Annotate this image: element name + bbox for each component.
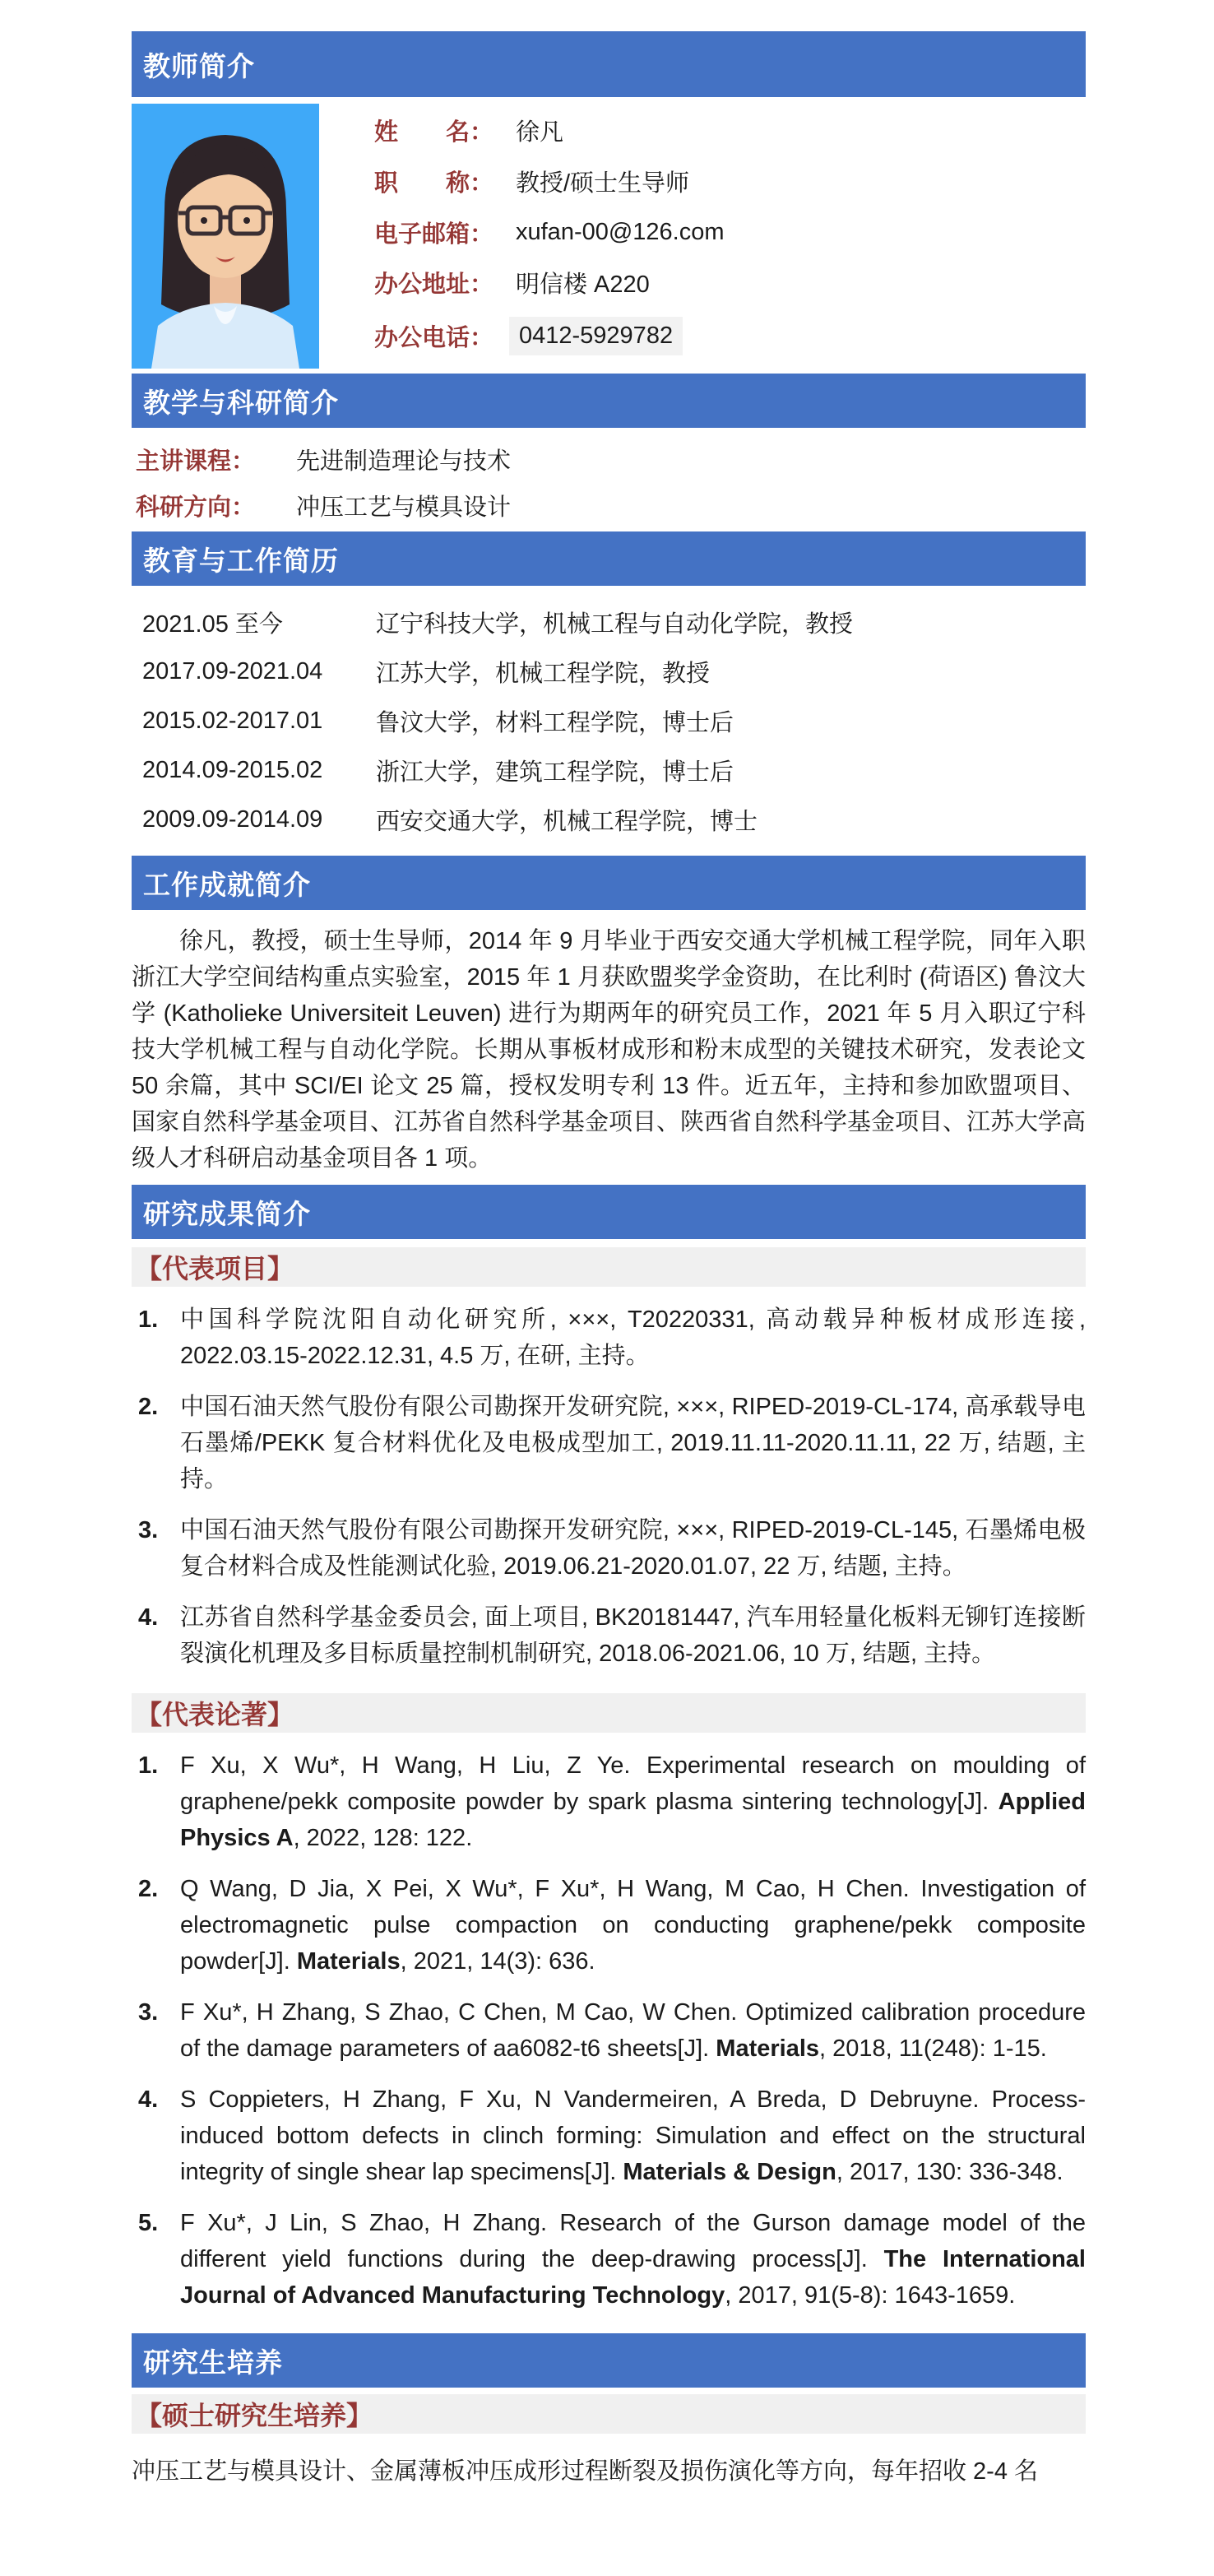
education-row [142,647,1086,696]
publication-text [180,1748,1086,1856]
journal-name: Applied Physics A [180,1789,1086,1851]
education-detail: 辽宁科技大学，机械工程与自动化学院，教授 [376,610,854,638]
section-banner-research-results [132,1185,1086,1239]
project-number: 4. [138,1604,159,1631]
field-title-label: 职 称： [374,169,494,197]
master-training-paragraph: 冲压工艺与模具设计、金属薄板冲压成形过程断裂及损伤演化等方向，每年招收 2-4 名 [132,2458,1039,2485]
research-direction-label: 科研方向： [136,494,256,521]
education-row [142,795,1086,844]
field-name-label: 姓 名： [374,119,494,146]
section-title-teaching-research: 教学与科研简介 [143,387,339,418]
education-period: 2009.09-2014.09 [142,805,323,833]
publication-text [180,2205,1086,2314]
project-text: 中国石油天然气股份有限公司勘探开发研究院, ×××, RIPED-2019-CL-174, 高承载导电石墨烯/PEKK 复合材料优化及电极成型加工, 2019.11.11-2020.11.11, 22 万, 结题, 主持。 [180,1394,1086,1492]
section-banner-graduate-training [132,2333,1086,2388]
journal-name: Materials [716,2035,820,2062]
research-direction-value: 冲压工艺与模具设计 [296,494,512,521]
education-row [142,696,1086,745]
publication-ref: , 2018, 11(248): 1-15. [819,2035,1047,2062]
field-phone-value: 0412-5929782 [509,317,683,355]
publication-item [132,1871,1086,1980]
publication-ref: , 2021, 14(3): 636. [400,1948,595,1975]
section-title-achievements: 工作成就简介 [143,869,311,900]
publication-ref: , 2022, 128: 122. [293,1825,473,1851]
field-title-value: 教授/硕士生导师 [516,169,690,197]
education-history-list [132,597,1086,844]
subheading-representative-projects-label: 【代表项目】 [136,1254,294,1283]
teaching-rows [132,436,1086,528]
education-row [142,597,1086,647]
publication-text [180,1994,1086,2067]
publication-number: 4. [138,2086,159,2113]
field-office-label: 办公地址： [374,272,494,299]
section-banner-teaching-research [132,374,1086,428]
publication-citation: S Coppieters, H Zhang, F Xu, N Vandermeiren, A Breda, D Debruyne. Process-induced bottom defects in clinch forming: Simulation and effect on the structural integrity of single shear lap specimens[J]. [180,2086,1086,2185]
journal-name: Materials [296,1948,401,1975]
field-phone [374,317,1086,355]
teaching-courses-value: 先进制造理论与技术 [296,448,512,475]
education-period: 2017.09-2021.04 [142,657,323,685]
publication-citation: Q Wang, D Jia, X Pei, X Wu*, F Xu*, H Wang, M Cao, H Chen. Investigation of electromagnetic pulse compaction on conducting graphene/pekk composite powder[J]. [180,1876,1086,1975]
subheading-representative-projects [132,1247,1086,1287]
teaching-courses-row [136,436,1086,482]
project-item [132,1512,1086,1585]
education-detail: 江苏大学，机械工程学院，教授 [376,660,711,687]
profile-photo [132,104,319,369]
achievements-paragraph: 徐凡，教授，硕士生导师，2014 年 9 月毕业于西安交通大学机械工程学院，同年入职浙江大学空间结构重点实验室，2015 年 1 月获欧盟奖学金资助，在比利时 (荷语区) 鲁汶大学 (Katholieke Universiteit Leuven) 进行为期两年的研究员工作，2021 年 5 月入职辽宁科技大学机械工程与自动化学院。长期从事板材成形和粉末成型的关键技术研究，发表论文 50 余篇，其中 SCI/EI 论文 25 篇，授权发明专利 13 件。近五年，主持和参加欧盟项目、国家自然科学基金项目、江苏省自然科学基金项目、陕西省自然科学基金项目、江苏大学高级人才科研启动基金项目各 1 项。 [132,928,1087,1172]
teaching-courses-label: 主讲课程： [136,448,256,475]
journal-name: Materials & Design [623,2159,836,2185]
section-title-teacher-intro: 教师简介 [143,50,255,81]
profile-info [374,104,1086,369]
publication-citation: F Xu*, J Lin, S Zhao, H Zhang. Research of the Gurson damage model of the different yield functions during the deep-drawing process[J]. [180,2210,1086,2272]
education-period: 2015.02-2017.01 [142,707,323,734]
subheading-representative-publications [132,1693,1086,1733]
field-name [374,114,1086,147]
education-detail: 浙江大学，建筑工程学院，博士后 [376,759,734,786]
project-text: 江苏省自然科学基金委员会, 面上项目, BK20181447, 汽车用轻量化板料无铆钉连接断裂演化机理及多目标质量控制机制研究, 2018.06-2021.06, 10 万, 结题, 主持。 [180,1604,1086,1667]
project-item [132,1302,1086,1374]
field-office [374,266,1086,299]
section-title-graduate-training: 研究生培养 [143,2346,283,2378]
research-direction-row [136,482,1086,528]
project-text: 中国石油天然气股份有限公司勘探开发研究院, ×××, RIPED-2019-CL-145, 石墨烯电极复合材料合成及性能测试化验, 2019.06.21-2020.01.07, 22 万, 结题, 主持。 [180,1517,1086,1580]
subheading-master-training [132,2394,1086,2434]
project-text: 中国科学院沈阳自动化研究所, ×××, T20220331, 高动载异种板材成形连接, 2022.03.15-2022.12.31, 4.5 万, 在研, 主持。 [180,1307,1086,1369]
project-number: 3. [138,1517,159,1543]
profile-section [132,104,1086,369]
education-period: 2021.05 至今 [142,610,283,638]
section-banner-teacher-intro [132,31,1086,97]
section-banner-education-work [132,531,1086,586]
publication-item [132,1748,1086,1856]
field-title [374,165,1086,198]
project-item [132,1599,1086,1672]
section-banner-achievements [132,856,1086,910]
section-title-education-work: 教育与工作简历 [143,545,339,576]
publication-text [180,1871,1086,1980]
project-number: 1. [138,1307,159,1333]
subheading-representative-publications-label: 【代表论著】 [136,1700,294,1729]
publication-text [180,2082,1086,2190]
publication-ref: , 2017, 130: 336-348. [836,2159,1063,2185]
publication-ref: , 2017, 91(5-8): 1643-1659. [725,2282,1016,2309]
education-detail: 西安交通大学，机械工程学院，博士 [376,808,758,835]
education-period: 2014.09-2015.02 [142,756,323,783]
publication-item [132,1994,1086,2067]
field-email-label: 电子邮箱： [374,220,494,248]
education-row [142,745,1086,795]
publication-number: 2. [138,1876,159,1902]
project-number: 2. [138,1394,159,1420]
education-detail: 鲁汶大学，材料工程学院，博士后 [376,709,734,736]
field-phone-label: 办公电话： [374,325,494,351]
faculty-profile-page [132,0,1086,2513]
field-name-value: 徐凡 [516,119,564,146]
subheading-master-training-label: 【硕士研究生培养】 [136,2401,373,2430]
publication-number: 1. [138,1752,159,1779]
section-title-research-results: 研究成果简介 [143,1198,311,1229]
field-email [374,216,1086,249]
publication-citation: F Xu, X Wu*, H Wang, H Liu, Z Ye. Experimental research on moulding of graphene/pekk composite powder by spark plasma sintering technology[J]. [180,1752,1086,1815]
publication-citation: F Xu*, H Zhang, S Zhao, C Chen, M Cao, W Chen. Optimized calibration procedure of the damage parameters of aa6082-t6 sheets[J]. [180,1999,1086,2062]
field-office-value: 明信楼 A220 [516,272,650,299]
field-email-value: xufan-00@126.com [516,218,725,245]
project-item [132,1389,1086,1497]
publication-item [132,2205,1086,2314]
publication-number: 5. [138,2210,159,2236]
journal-name: The International Journal of Advanced Manufacturing Technology [180,2246,1086,2309]
publication-number: 3. [138,1999,159,2026]
publication-item [132,2082,1086,2190]
